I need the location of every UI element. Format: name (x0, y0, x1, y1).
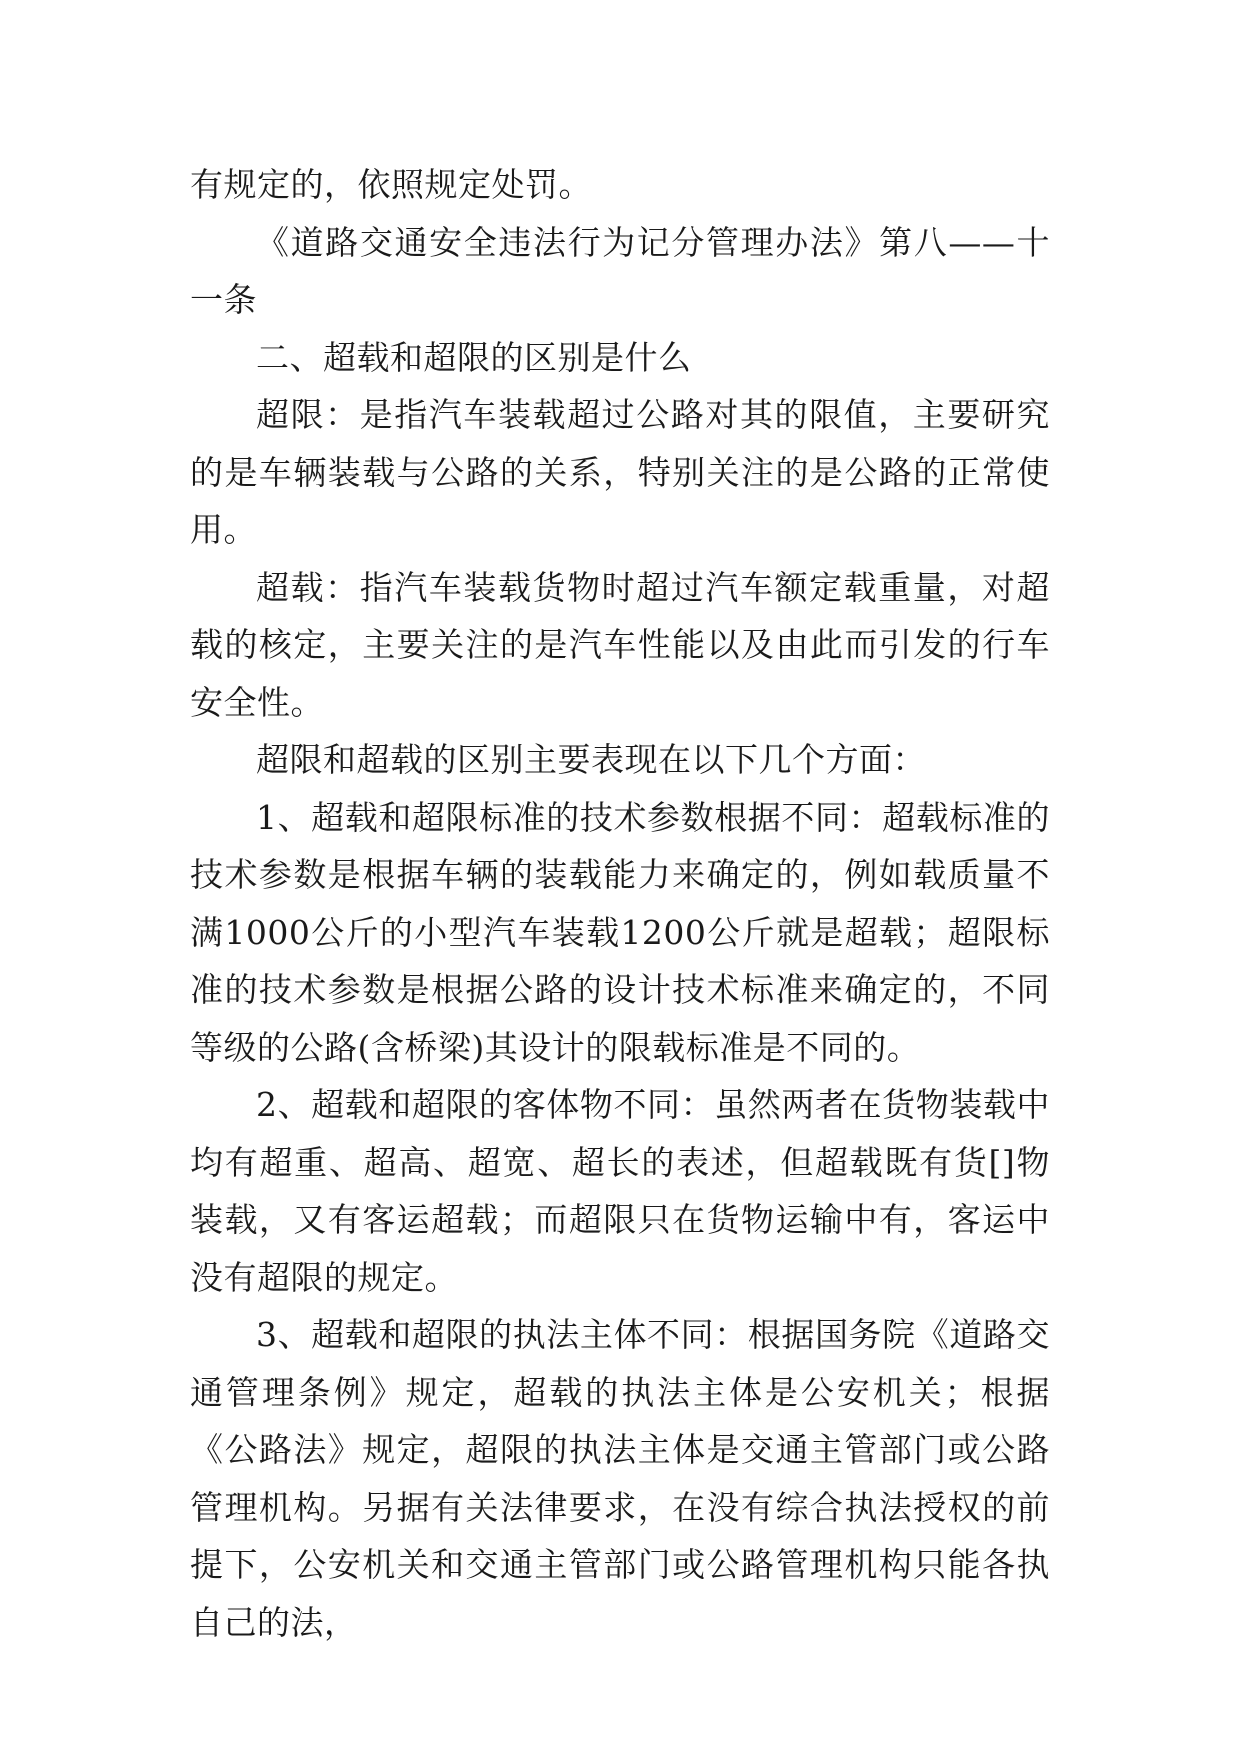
section-heading: 二、超载和超限的区别是什么 (256, 337, 692, 377)
paragraph-continuation: 有规定的，依照规定处罚。 (190, 165, 592, 204)
paragraph-difference-3: 3、超载和超限的执法主体不同：根据国务院《道路交通管理条例》规定，超载的执法主体是公安机关；根据《公路法》规定，超限的执法主体是交通主管部门或公路管理机构。另据有关法律要求，在没有综合执法授权的前提下，公安机关和交通主管部门或公路管理机构只能各执自己的法， (190, 1315, 1050, 1642)
paragraph-overload-definition: 超载：指汽车装载货物时超过汽车额定载重量，对超载的核定，主要关注的是汽车性能以及由此而引发的行车安全性。 (190, 567, 1050, 722)
paragraph-difference-1: 1、超载和超限标准的技术参数根据不同：超载标准的技术参数是根据车辆的装载能力来确定的，例如载质量不满1000公斤的小型汽车装载1200公斤就是超载；超限标准的技术参数是根据公路的设计技术标准来确定的，不同等级的公路(含桥梁)其设计的限载标准是不同的。 (190, 797, 1050, 1067)
paragraph-overlimit-definition: 超限：是指汽车装载超过公路对其的限值，主要研究的是车辆装载与公路的关系，特别关注的是公路的正常使用。 (190, 395, 1050, 549)
paragraph-regulation-citation: 《道路交通安全违法行为记分管理办法》第八——十一条 (190, 222, 1050, 319)
paragraph-differences-intro: 超限和超载的区别主要表现在以下几个方面： (256, 740, 926, 779)
paragraph-difference-2: 2、超载和超限的客体物不同：虽然两者在货物装载中均有超重、超高、超宽、超长的表述，但超载既有货[]物装载，又有客运超载；而超限只在货物运输中有，客运中没有超限的规定。 (190, 1085, 1050, 1297)
document-body (190, 156, 1050, 1651)
